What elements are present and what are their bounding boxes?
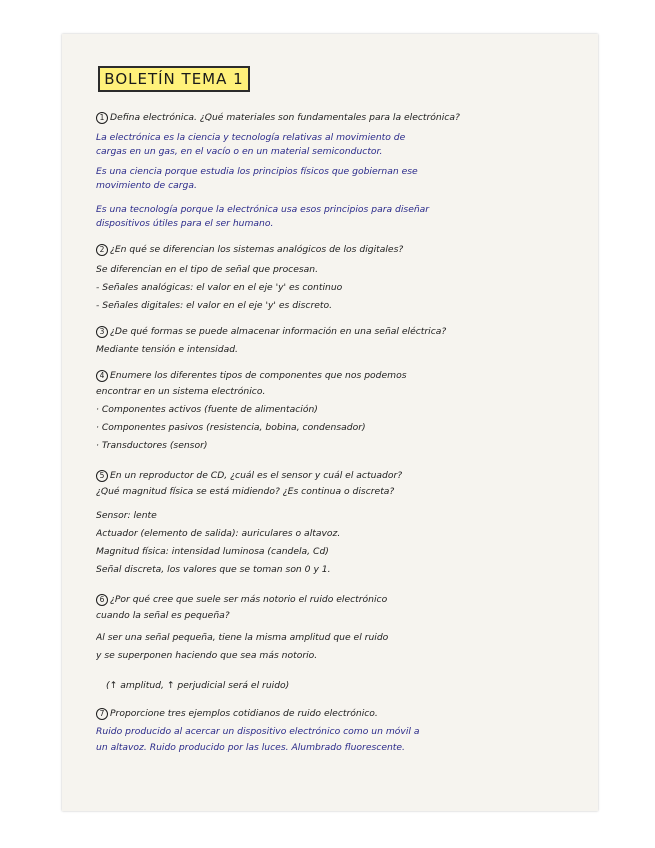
answer-5-line-4: Señal discreta, los valores que se toman son 0 y 1. bbox=[96, 564, 331, 575]
answer-2-line-1: Se diferencian en el tipo de señal que procesan. bbox=[96, 264, 319, 275]
answer-1-line-1: La electrónica es la ciencia y tecnología relativas al movimiento de bbox=[96, 132, 406, 143]
question-number-7: 7 bbox=[96, 708, 108, 720]
question-number-6: 6 bbox=[96, 594, 108, 606]
question-1-text: Defina electrónica. ¿Qué materiales son fundamentales para la electrónica? bbox=[110, 112, 460, 123]
question-6-line-2: cuando la señal es pequeña? bbox=[96, 610, 230, 621]
question-1-line-1 bbox=[96, 112, 566, 124]
question-7-text: Proporcione tres ejemplos cotidianos de ruido electrónico. bbox=[110, 708, 378, 719]
notebook-page bbox=[62, 34, 598, 811]
question-3-text: ¿De qué formas se puede almacenar información en una señal eléctrica? bbox=[110, 326, 447, 337]
answer-1-line-4: movimiento de carga. bbox=[96, 180, 197, 191]
answer-1-line-6: dispositivos útiles para el ser humano. bbox=[96, 218, 274, 229]
question-5-line-1 bbox=[96, 470, 566, 482]
answer-3-line-1: Mediante tensión e intensidad. bbox=[96, 344, 238, 355]
question-7-line-1 bbox=[96, 708, 566, 720]
answer-2-line-3: - Señales digitales: el valor en el eje 'y' es discreto. bbox=[96, 300, 333, 311]
question-5-text: En un reproductor de CD, ¿cuál es el sensor y cuál el actuador? bbox=[110, 470, 403, 481]
question-number-2: 2 bbox=[96, 244, 108, 256]
question-6-text: ¿Por qué cree que suele ser más notorio el ruido electrónico bbox=[110, 594, 388, 605]
question-5-line-2: ¿Qué magnitud física se está midiendo? ¿Es continua o discreta? bbox=[96, 486, 395, 497]
question-number-5: 5 bbox=[96, 470, 108, 482]
question-2-line-1 bbox=[96, 244, 566, 256]
answer-2-line-2: - Señales analógicas: el valor en el eje 'y' es continuo bbox=[96, 282, 343, 293]
answer-4-line-3: · Transductores (sensor) bbox=[96, 440, 208, 451]
answer-6-line-3: (↑ amplitud, ↑ perjudicial será el ruido) bbox=[106, 680, 290, 691]
answer-5-line-3: Magnitud física: intensidad luminosa (candela, Cd) bbox=[96, 546, 329, 557]
question-4-text: Enumere los diferentes tipos de componentes que nos podemos bbox=[110, 370, 407, 381]
question-3-line-1 bbox=[96, 326, 566, 338]
answer-7-line-1: Ruido producido al acercar un dispositivo electrónico como un móvil a bbox=[96, 726, 420, 737]
answer-6-line-2: y se superponen haciendo que sea más notorio. bbox=[96, 650, 318, 661]
question-2-text: ¿En qué se diferencian los sistemas analógicos de los digitales? bbox=[110, 244, 404, 255]
answer-5-line-2: Actuador (elemento de salida): auriculares o altavoz. bbox=[96, 528, 341, 539]
answer-4-line-1: · Componentes activos (fuente de alimentación) bbox=[96, 404, 318, 415]
answer-1-line-5: Es una tecnología porque la electrónica usa esos principios para diseñar bbox=[96, 204, 430, 215]
question-number-1: 1 bbox=[96, 112, 108, 124]
question-6-line-1 bbox=[96, 594, 566, 606]
question-number-3: 3 bbox=[96, 326, 108, 338]
question-number-4: 4 bbox=[96, 370, 108, 382]
answer-4-line-2: · Componentes pasivos (resistencia, bobina, condensador) bbox=[96, 422, 366, 433]
answer-1-line-2: cargas en un gas, en el vacío o en un material semiconductor. bbox=[96, 146, 383, 157]
answer-1-line-3: Es una ciencia porque estudia los principios físicos que gobiernan ese bbox=[96, 166, 418, 177]
question-4-line-2: encontrar en un sistema electrónico. bbox=[96, 386, 266, 397]
page-title: BOLETÍN TEMA 1 bbox=[98, 66, 250, 92]
answer-7-line-2: un altavoz. Ruido producido por las luces. Alumbrado fluorescente. bbox=[96, 742, 405, 753]
answer-5-line-1: Sensor: lente bbox=[96, 510, 157, 521]
question-4-line-1 bbox=[96, 370, 566, 382]
answer-6-line-1: Al ser una señal pequeña, tiene la misma amplitud que el ruido bbox=[96, 632, 389, 643]
